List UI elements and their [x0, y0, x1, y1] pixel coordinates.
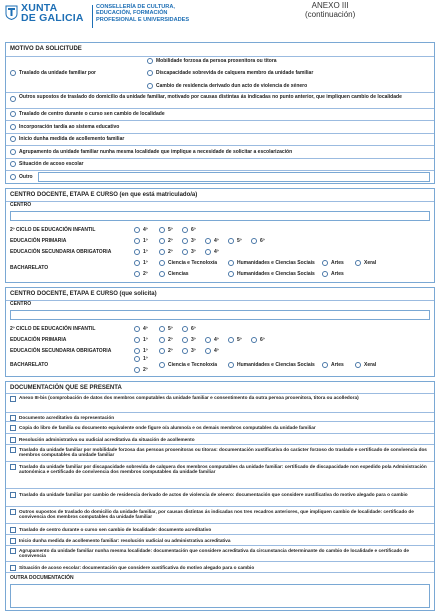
header-divider: [92, 5, 93, 28]
actual-prim-1-radio[interactable]: [134, 238, 140, 244]
motivo-radio-traslado[interactable]: [10, 70, 16, 76]
opt-label: 6º: [191, 227, 196, 233]
doc-checkbox-9[interactable]: [10, 538, 16, 544]
opt-label: Artes: [331, 362, 344, 368]
sol-eso-4-radio[interactable]: [205, 348, 211, 354]
opt-label: 2º: [168, 249, 173, 255]
doc-item-10: Agrupamento da unidade familiar nunha mesma localidade: documentación que considere acreditativa da circunstancia determinante do cambio de localidade e certificado de convivencia: [19, 548, 409, 559]
opt-label: 1º: [143, 249, 148, 255]
actual-ciclo-6-radio[interactable]: [182, 227, 188, 233]
actual-eso-2-radio[interactable]: [159, 249, 165, 255]
opt-label: 6º: [260, 337, 265, 343]
doc-outra-label: OUTRA DOCUMENTACIÓN: [10, 575, 74, 581]
opt-label: 1º: [143, 348, 148, 354]
centro-solicita-input[interactable]: [10, 310, 430, 320]
sol-bach-2-radio[interactable]: [134, 367, 140, 373]
motivo-section: [5, 42, 435, 184]
doc-row: [6, 546, 434, 562]
doc-item-11: Situación de acoso escolar: documentación que considere xustificativa do motivo alegado para o cambio: [19, 565, 255, 570]
doc-item-2: Copia do libro de familia ou documento equivalente onde figure o/a alumno/a e os demais membros computables da unidade familiar: [19, 425, 316, 430]
doc-item-0: Anexo III-bis (comprobación de datos dos membros computables da unidade familiar e consentimento da outra persoa proxenitora, titora ou acolledora): [19, 395, 359, 400]
actual-bach-xeral-radio[interactable]: [355, 260, 361, 266]
opt-label: 3º: [191, 348, 196, 354]
xunta-logo-icon: [5, 5, 18, 20]
sol-prim-1-radio[interactable]: [134, 337, 140, 343]
opt-label: Artes: [331, 260, 344, 266]
doc-item-6: Traslado da unidade familiar por cambio de residencia derivado de actos de violencia de xénero: documentación que considere xustificativa do motivo alegado para o cambio: [19, 492, 408, 497]
sol-prim-2-radio[interactable]: [159, 337, 165, 343]
doc-item-8: Traslado de centro durante o curso sen cambio de localidade: documento acreditativo: [19, 527, 212, 532]
opt-label: 4º: [214, 238, 219, 244]
opt-label: 1º: [143, 337, 148, 343]
opt-label: 2º: [143, 367, 148, 373]
opt-label: 3º: [191, 249, 196, 255]
motivo-radio-2[interactable]: [10, 124, 16, 130]
actual-eso-3-radio[interactable]: [182, 249, 188, 255]
opt-label: Ciencia e Tecnoloxía: [168, 362, 218, 368]
motivo-opt-a: Mobilidade forzosa da persoa proxenitora ou titora: [156, 58, 277, 64]
opt-label: 6º: [191, 326, 196, 332]
sol-ciclo-6-radio[interactable]: [182, 326, 188, 332]
sol-eso-3-radio[interactable]: [182, 348, 188, 354]
actual-eso-4-radio[interactable]: [205, 249, 211, 255]
actual-prim-4-radio[interactable]: [205, 238, 211, 244]
actual-primaria-label: EDUCACIÓN PRIMARIA: [10, 238, 67, 244]
actual-bach-2-radio[interactable]: [134, 271, 140, 277]
doc-checkbox-4[interactable]: [10, 447, 16, 453]
motivo-outro-input[interactable]: [38, 172, 430, 182]
motivo-opt-c: Cambio de residencia derivado dun acto de violencia de xénero: [156, 83, 308, 89]
sol-ciclo-4-radio[interactable]: [134, 326, 140, 332]
centro-solicita-section: [5, 287, 435, 377]
centro-actual-section: [5, 188, 435, 283]
opt-label: 2º: [168, 348, 173, 354]
doc-item-7: Outros supostos de traslado do domicilio da unidade familiar, por causas distintas ás indicadas nos tres recadros anteriores, que impliquen cambio de localidade: certificado de convivencia dos membros computables da unidade familiar: [19, 509, 414, 520]
sol-bach-ciencia-radio[interactable]: [159, 362, 165, 368]
centro-solicita-label: CENTRO: [10, 301, 32, 307]
motivo-radio-1[interactable]: [10, 111, 16, 117]
sol-ciclo-label: 2º CICLO DE EDUCACIÓN INFANTIL: [10, 326, 96, 332]
actual-prim-5-radio[interactable]: [228, 238, 234, 244]
motivo-item-0: Outros supostos de traslado do domicilio da unidade familiar, motivado por causas distintas ás indicadas no punto anterior, que impliquen cambio de localidade: [19, 94, 402, 100]
actual-ciclo-label: 2º CICLO DE EDUCACIÓN INFANTIL: [10, 227, 96, 233]
motivo-radio-4[interactable]: [10, 149, 16, 155]
conselleria-name: CONSELLERÍA DE CULTURA, EDUCACIÓN, FORMACIÓN PROFESIONAL E UNIVERSIDADES: [96, 4, 190, 23]
motivo-radio-violencia[interactable]: [147, 83, 153, 89]
actual-bach-artes2-radio[interactable]: [322, 271, 328, 277]
doc-row: [6, 445, 434, 462]
centro-solicita-title: CENTRO DOCENTE, ETAPA E CURSO (que solicita): [10, 291, 157, 297]
opt-label: Humanidades e Ciencias Sociais: [237, 260, 315, 266]
sol-bach-xeral-radio[interactable]: [355, 362, 361, 368]
doc-row: [6, 422, 434, 434]
sol-prim-3-radio[interactable]: [182, 337, 188, 343]
doc-checkbox-10[interactable]: [10, 548, 16, 554]
sol-ciclo-5-radio[interactable]: [159, 326, 165, 332]
doc-checkbox-11[interactable]: [10, 565, 16, 571]
doc-checkbox-1[interactable]: [10, 415, 16, 421]
page-header: [0, 0, 439, 40]
doc-row: [6, 507, 434, 524]
doc-row: [6, 413, 434, 422]
sol-bach-1-radio[interactable]: [134, 356, 140, 362]
motivo-item-outro: Outro: [19, 174, 33, 180]
motivo-radio-5[interactable]: [10, 161, 16, 167]
opt-label: 1º: [143, 238, 148, 244]
doc-row: [6, 434, 434, 445]
actual-ciclo-4-radio[interactable]: [134, 227, 140, 233]
doc-title: DOCUMENTACIÓN QUE SE PRESENTA: [10, 385, 122, 391]
opt-label: 2º: [168, 238, 173, 244]
doc-checkbox-5[interactable]: [10, 464, 16, 470]
motivo-item-1: Traslado de centro durante o curso sen cambio de localidade: [19, 111, 165, 117]
actual-bach-human2-radio[interactable]: [228, 271, 234, 277]
actual-prim-2-radio[interactable]: [159, 238, 165, 244]
sol-prim-5-radio[interactable]: [228, 337, 234, 343]
motivo-item-2: Incorporación tardía ao sistema educativo: [19, 124, 120, 130]
doc-checkbox-8[interactable]: [10, 527, 16, 533]
doc-checkbox-6[interactable]: [10, 492, 16, 498]
opt-label: 4º: [214, 337, 219, 343]
doc-row: [6, 489, 434, 507]
actual-bach-human-radio[interactable]: [228, 260, 234, 266]
sol-prim-6-radio[interactable]: [251, 337, 257, 343]
doc-row: [6, 524, 434, 535]
actual-bach-ciencias-radio[interactable]: [159, 271, 165, 277]
opt-label: Xeral: [364, 260, 377, 266]
opt-label: Humanidades e Ciencias Sociais: [237, 362, 315, 368]
motivo-radio-outros-supostos[interactable]: [10, 96, 16, 102]
actual-prim-3-radio[interactable]: [182, 238, 188, 244]
doc-checkbox-0[interactable]: [10, 396, 16, 402]
actual-eso-label: EDUCACIÓN SECUNDARIA OBRIGATORIA: [10, 249, 112, 255]
anexo-title: ANEXO III (continuación): [305, 1, 356, 19]
motivo-item-4: Agrupamento da unidade familiar nunha mesma localidade que implique a necesidade de solicitar a escolarización: [19, 149, 293, 155]
actual-eso-1-radio[interactable]: [134, 249, 140, 255]
motivo-item-5: Situación de acoso escolar: [19, 161, 84, 167]
motivo-title: MOTIVO DA SOLICITUDE: [10, 46, 82, 52]
motivo-traslado-label: Traslado da unidade familiar por: [19, 70, 96, 76]
opt-label: 3º: [191, 238, 196, 244]
opt-label: 4º: [214, 249, 219, 255]
motivo-radio-3[interactable]: [10, 136, 16, 142]
sol-eso-label: EDUCACIÓN SECUNDARIA OBRIGATORIA: [10, 348, 112, 354]
xunta-logo-text: XUNTA DE GALICIA: [21, 2, 84, 24]
sol-eso-2-radio[interactable]: [159, 348, 165, 354]
doc-checkbox-2[interactable]: [10, 425, 16, 431]
doc-row: [6, 535, 434, 546]
doc-row: [6, 562, 434, 573]
opt-label: Humanidades e Ciencias Sociais: [237, 271, 315, 277]
actual-ciclo-5-radio[interactable]: [159, 227, 165, 233]
opt-label: 1º: [143, 356, 148, 362]
sol-bach-artes-radio[interactable]: [322, 362, 328, 368]
sol-bach-label: BACHARELATO: [10, 362, 49, 368]
opt-label: 2º: [168, 337, 173, 343]
actual-bach-artes-radio[interactable]: [322, 260, 328, 266]
doc-row: [6, 394, 434, 413]
opt-label: 4º: [143, 227, 148, 233]
doc-item-4: Traslado da unidade familiar por mobilidade forzosa das persoas proxenitoras ou titoras: documentación xustificativa do carácter forzoso do traslado e certificado de convivencia dos membros computables da unidade familiar: [19, 447, 427, 458]
sol-prim-4-radio[interactable]: [205, 337, 211, 343]
motivo-radio-outro[interactable]: [10, 174, 16, 180]
opt-label: 2º: [143, 271, 148, 277]
opt-label: 5º: [168, 326, 173, 332]
doc-checkbox-7[interactable]: [10, 509, 16, 515]
opt-label: 5º: [237, 238, 242, 244]
documentacion-section: [5, 381, 435, 611]
opt-label: Artes: [331, 271, 344, 277]
actual-bach-label: BACHARELATO: [10, 265, 49, 271]
opt-label: Ciencia e Tecnoloxía: [168, 260, 218, 266]
doc-item-1: Documento acreditativo da representación: [19, 415, 115, 420]
centro-actual-title: CENTRO DOCENTE, ETAPA E CURSO (en que está matriculado/a): [10, 192, 198, 198]
doc-item-5: Traslado da unidade familiar por discapacidade sobrevida de calquera dos membros computables da unidade familiar: certificado de discapacidade non expedido pola Administración autonómica e certificado de convivencia dos membros computables da unidade familiar: [19, 464, 427, 475]
doc-outra-input[interactable]: [10, 584, 430, 608]
opt-label: 3º: [191, 337, 196, 343]
actual-prim-6-radio[interactable]: [251, 238, 257, 244]
motivo-opt-b: Discapacidade sobrevida de calquera membro da unidade familiar: [156, 70, 314, 76]
centro-actual-label: CENTRO: [10, 202, 32, 208]
motivo-radio-mobilidade[interactable]: [147, 58, 153, 64]
motivo-radio-discapacidade[interactable]: [147, 70, 153, 76]
actual-bach-1-radio[interactable]: [134, 260, 140, 266]
sol-primaria-label: EDUCACIÓN PRIMARIA: [10, 337, 67, 343]
doc-item-9: Inicio dunha medida de acollemento familiar: resolución xudicial ou administrativa acreditativa: [19, 538, 231, 543]
opt-label: 6º: [260, 238, 265, 244]
opt-label: 5º: [237, 337, 242, 343]
doc-checkbox-3[interactable]: [10, 437, 16, 443]
motivo-item-3: Inicio dunha medida de acollemento familiar: [19, 136, 125, 142]
actual-bach-ciencia-radio[interactable]: [159, 260, 165, 266]
doc-item-3: Resolución administrativa ou xudicial acreditativa da situación de acollemento: [19, 437, 195, 442]
sol-eso-1-radio[interactable]: [134, 348, 140, 354]
doc-row: [6, 462, 434, 489]
centro-actual-input[interactable]: [10, 211, 430, 221]
opt-label: Xeral: [364, 362, 377, 368]
opt-label: 1º: [143, 260, 148, 266]
opt-label: Ciencias: [168, 271, 189, 277]
opt-label: 4º: [143, 326, 148, 332]
opt-label: 4º: [214, 348, 219, 354]
opt-label: 5º: [168, 227, 173, 233]
sol-bach-human-radio[interactable]: [228, 362, 234, 368]
